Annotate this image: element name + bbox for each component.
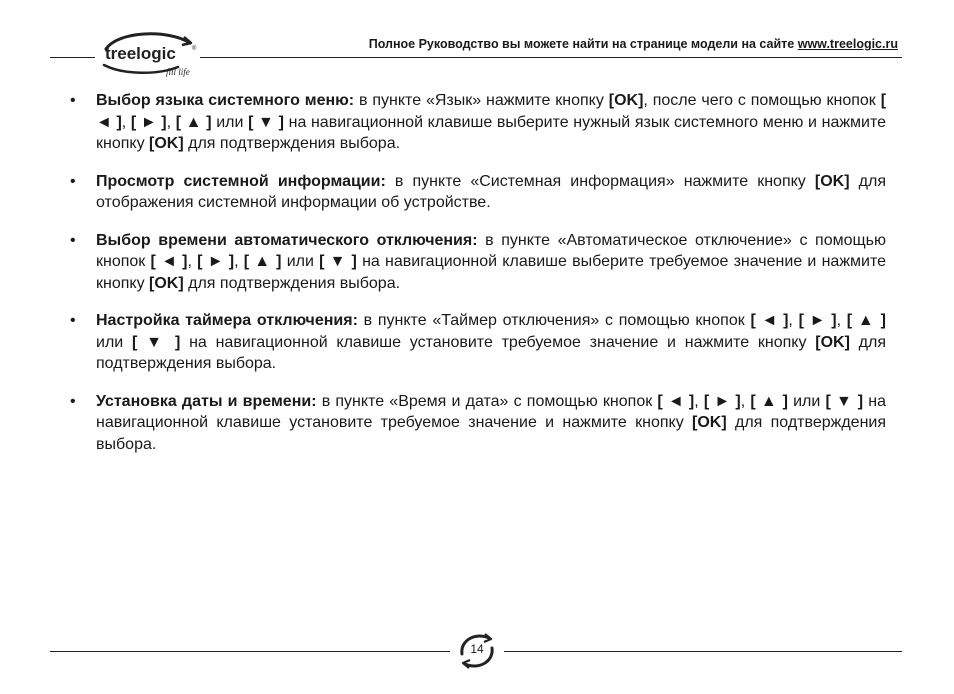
bullet: • <box>70 231 76 249</box>
list-item-system-language: • Выбор языка системного меню: в пункте «Язык» нажмите кнопку [OK], после чего с помощью кнопок [ ◄ ], [ ► ], [ ▲ ] или [ ▼ ] на навигационной клавише выберите нужный язык системного меню и нажмите кнопку [OK] для подтверждения выбора. <box>70 92 887 152</box>
list-item-sleep-timer: • Настройка таймера отключения: в пункте «Таймер отключения» с помощью кнопок [ ◄ ], [ ► ], [ ▲ ] или [ ▼ ] на навигационной клавише установите требуемое значение и нажмите кнопку [OK] для подтверждения выбора. <box>70 312 887 372</box>
header-url-link[interactable]: www.treelogic.ru <box>797 37 898 51</box>
list-item-system-info: • Просмотр системной информации: в пункте «Системная информация» нажмите кнопку [OK] для отображения системной информации об устройстве. <box>70 172 887 211</box>
bullet: • <box>70 92 76 109</box>
header-guide-text: Полное Руководство вы можете найти на странице модели на сайте <box>368 37 795 51</box>
bullet: • <box>70 172 76 190</box>
settings-instructions-list <box>66 90 886 471</box>
svg-text:fill life: fill life <box>166 67 190 77</box>
header-rule-right <box>200 57 902 58</box>
list-item-date-time: • Установка даты и времени: в пункте «Время и дата» с помощью кнопок [ ◄ ], [ ► ], [ ▲ ] или [ ▼ ] на навигационной клавише установите требуемое значение и нажмите кнопку [OK] для подтверждения выбора. <box>70 392 887 453</box>
treelogic-logo-icon <box>98 27 200 79</box>
treelogic-logo <box>98 27 200 79</box>
header-rule-left <box>50 57 95 58</box>
bullet: • <box>70 392 76 410</box>
footer-rule-left <box>50 651 450 652</box>
footer-rule-right <box>504 651 902 652</box>
bullet: • <box>70 312 76 329</box>
svg-text:®: ® <box>192 46 197 52</box>
page-number: 14 <box>470 642 484 656</box>
header-guide-note <box>369 37 898 51</box>
list-item-auto-off: • Выбор времени автоматического отключения: в пункте «Автоматическое отключение» с помощью кнопок [ ◄ ], [ ► ], [ ▲ ] или [ ▼ ] на навигационной клавише выберите требуемое значение и нажмите кнопку [OK] для подтверждения выбора. <box>70 231 887 292</box>
svg-text:treelogic: treelogic <box>105 44 176 63</box>
